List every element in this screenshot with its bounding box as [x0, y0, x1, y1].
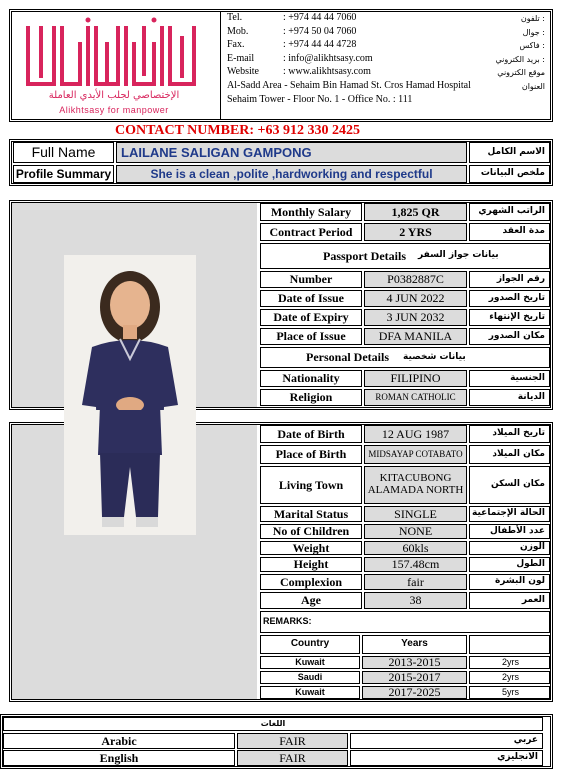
- profile-summary-label: Profile Summary: [13, 165, 114, 183]
- contact-value: : www.alikhtsasy.com: [283, 66, 371, 77]
- remarks-years: 2015-2017: [362, 671, 467, 684]
- field-arabic-label: الحالة الإجتماعية: [469, 506, 550, 522]
- field-value: 38: [364, 592, 467, 609]
- field-arabic-label: الجنسية: [469, 370, 550, 387]
- passport-heading-row: [260, 243, 550, 269]
- language-name: Arabic: [3, 733, 235, 749]
- field-value: 2 YRS: [364, 223, 467, 241]
- languages-heading: اللغات: [3, 717, 543, 731]
- language-level: FAIR: [237, 750, 348, 766]
- personal-heading: Personal Details: [306, 350, 389, 365]
- logo-mark-icon: [14, 14, 214, 118]
- field-label: Living Town: [260, 466, 362, 504]
- remarks-col-years: Years: [362, 635, 467, 654]
- contact-value: : +974 50 04 7060: [283, 25, 357, 37]
- header-divider: [220, 11, 221, 120]
- field-arabic-label: مكان السكن: [469, 466, 550, 504]
- address-line-1: Al-Sadd Area - Sehaim Bin Hamad St. Cros Hamad Hospital: [227, 80, 471, 91]
- field-label: Place of Birth: [260, 445, 362, 464]
- full-name-label: Full Name: [13, 142, 114, 163]
- personal-heading-arabic: بيانات شخصية: [403, 351, 466, 362]
- contact-value: : +974 44 44 4728: [283, 39, 357, 50]
- field-value: 1,825 QR: [364, 203, 467, 221]
- field-label: No of Children: [260, 524, 362, 539]
- field-arabic-label: رقم الجواز: [469, 271, 550, 288]
- field-label: Number: [260, 271, 362, 288]
- contact-label: Mob.: [227, 25, 249, 37]
- remarks-country: Saudi: [260, 671, 360, 684]
- contact-label: E-mail: [227, 52, 255, 64]
- field-arabic-label: تاريخ الصدور: [469, 290, 550, 307]
- contact-arabic-label: موقع الكتروني: [497, 68, 545, 77]
- field-value: NONE: [364, 524, 467, 539]
- field-arabic-label: لون البشرة: [469, 574, 550, 590]
- field-label: Religion: [260, 389, 362, 406]
- language-arabic-name: الانجليزي: [350, 750, 543, 766]
- field-label: Height: [260, 557, 362, 572]
- profile-summary-arabic: ملخص البيانات: [469, 165, 550, 183]
- field-label: Place of Issue: [260, 328, 362, 345]
- field-label: Date of Birth: [260, 425, 362, 443]
- logo-latin-text: Alikhtsasy for manpower: [59, 105, 169, 115]
- remarks-years: 2013-2015: [362, 656, 467, 669]
- remarks-col-country: Country: [260, 635, 360, 654]
- contact-value: : info@alikhtsasy.com: [283, 52, 373, 64]
- remarks-label: REMARKS:: [260, 611, 550, 633]
- contact-value: : +974 44 44 7060: [283, 12, 357, 23]
- field-label: Nationality: [260, 370, 362, 387]
- language-name: English: [3, 750, 235, 766]
- person-photo-lower-icon: [64, 410, 196, 535]
- candidate-photo-overlay: [64, 410, 196, 535]
- field-label: Date of Expiry: [260, 309, 362, 326]
- field-value: FILIPINO: [364, 370, 467, 387]
- field-arabic-label: الوزن: [469, 541, 550, 555]
- field-value: 60kls: [364, 541, 467, 555]
- remarks-duration: 2yrs: [469, 656, 550, 669]
- field-arabic-label: تاريخ الميلاد: [469, 425, 550, 443]
- address-arabic: العنوان: [521, 82, 545, 91]
- field-arabic-label: العمر: [469, 592, 550, 609]
- remarks-col-blank: [469, 635, 550, 654]
- field-label: Age: [260, 592, 362, 609]
- field-value: DFA MANILA: [364, 328, 467, 345]
- field-arabic-label: الديانة: [469, 389, 550, 406]
- field-arabic-label: الطول: [469, 557, 550, 572]
- passport-heading: Passport Details: [323, 248, 406, 263]
- remarks-country: Kuwait: [260, 686, 360, 699]
- field-value: fair: [364, 574, 467, 590]
- field-value: KITACUBONG ALAMADA NORTH: [364, 466, 467, 504]
- contact-arabic-label: تلفون :: [520, 14, 545, 23]
- contact-arabic-label: بريد الكتروني :: [495, 54, 545, 64]
- field-value: 12 AUG 1987: [364, 425, 467, 443]
- field-value: P0382887C: [364, 271, 467, 288]
- field-label: Marital Status: [260, 506, 362, 522]
- remarks-duration: 2yrs: [469, 671, 550, 684]
- field-value: 4 JUN 2022: [364, 290, 467, 307]
- field-label: Date of Issue: [260, 290, 362, 307]
- address-line-2: Sehaim Tower - Floor No. 1 - Office No. : 111: [227, 94, 413, 105]
- field-arabic-label: عدد الأطفال: [469, 524, 550, 539]
- remarks-country: Kuwait: [260, 656, 360, 669]
- full-name-arabic: الاسم الكامل: [469, 142, 550, 163]
- language-arabic-name: عربي: [350, 733, 543, 749]
- field-value: 157.48cm: [364, 557, 467, 572]
- personal-heading-row: [260, 347, 550, 368]
- contact-arabic-label: جوال :: [522, 27, 545, 37]
- field-arabic-label: مكان الميلاد: [469, 445, 550, 464]
- field-label: Monthly Salary: [260, 203, 362, 221]
- remarks-years: 2017-2025: [362, 686, 467, 699]
- field-value: MIDSAYAP COTABATO: [364, 445, 467, 464]
- contact-label: Fax.: [227, 39, 245, 50]
- field-label: Weight: [260, 541, 362, 555]
- full-name-value: LAILANE SALIGAN GAMPONG: [116, 142, 467, 163]
- language-level: FAIR: [237, 733, 348, 749]
- field-value: ROMAN CATHOLIC: [364, 389, 467, 406]
- field-label: Complexion: [260, 574, 362, 590]
- contact-label: Tel.: [227, 12, 243, 23]
- field-arabic-label: مدة العقد: [469, 223, 550, 241]
- profile-summary-value: She is a clean ,polite ,hardworking and respectful: [116, 165, 467, 183]
- contact-label: Website: [227, 66, 259, 77]
- field-arabic-label: الراتب الشهري: [469, 203, 550, 221]
- contact-arabic-label: فاكس :: [519, 41, 545, 50]
- remarks-duration: 5yrs: [469, 686, 550, 699]
- passport-heading-arabic: بيانات جواز السفر: [418, 250, 499, 261]
- field-label: Contract Period: [260, 223, 362, 241]
- logo-arabic-text: الإختصاصي لجلب الأيدي العاملة: [48, 90, 180, 101]
- field-value: SINGLE: [364, 506, 467, 522]
- company-logo: [14, 14, 214, 118]
- field-value: 3 JUN 2032: [364, 309, 467, 326]
- field-arabic-label: تاريخ الإنتهاء: [469, 309, 550, 326]
- field-arabic-label: مكان الصدور: [469, 328, 550, 345]
- contact-number: CONTACT NUMBER: +63 912 330 2425: [114, 123, 361, 138]
